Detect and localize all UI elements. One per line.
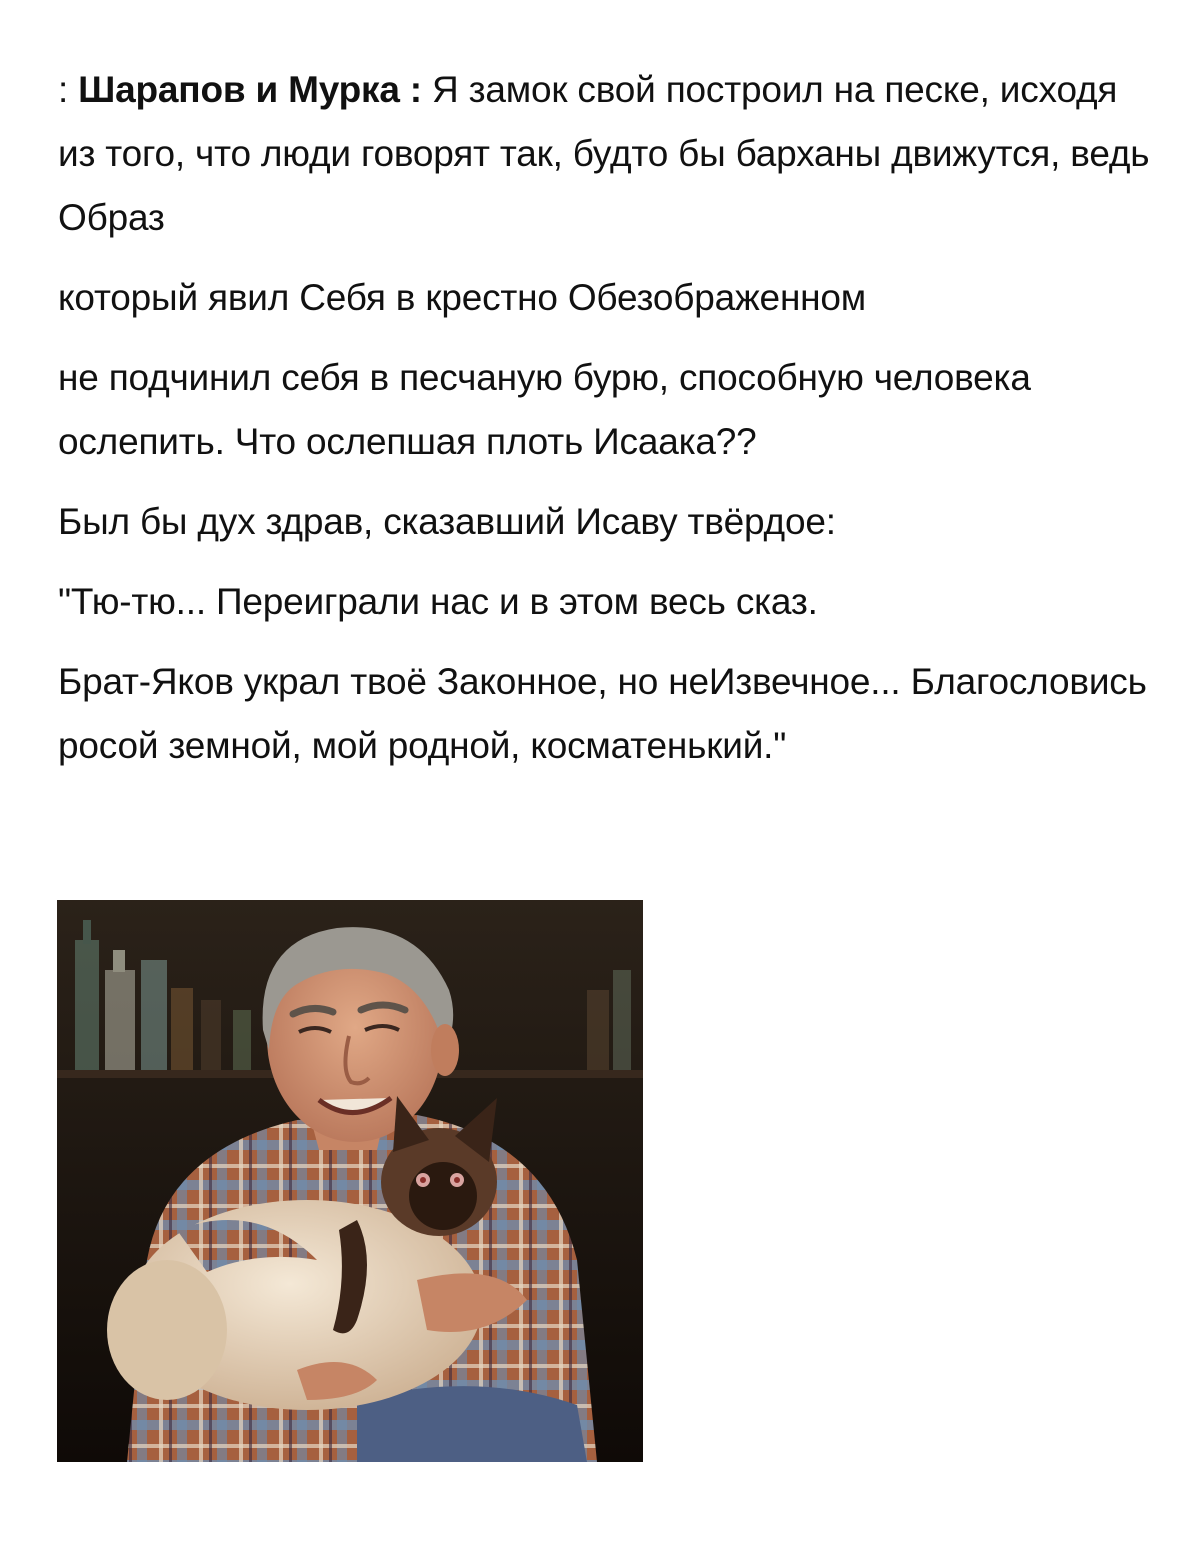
header-separator: : (399, 69, 432, 110)
paragraph-4: Был бы дух здрав, сказавший Исаву твёрдое: (58, 501, 836, 542)
jeans (357, 1386, 587, 1462)
paragraph-text: Я замок свой построил на песке, исходя из того, что люди говорят так, будто бы барханы движутся, ведь Образ (58, 69, 1150, 238)
paragraph-5: "Тю-тю... Переиграли нас и в этом весь сказ. (58, 581, 818, 622)
paragraph-intro (58, 58, 1158, 250)
paragraph-6: Брат-Яков украл твоё Законное, но неИзвечное... Благословись росой земной, мой родной, косматенький." (58, 661, 1147, 766)
man-with-cat-photo (57, 900, 643, 1462)
header-prefix: : (58, 69, 79, 110)
cat-hindquarters (107, 1260, 227, 1400)
poem-title: Шарапов и Мурка (78, 69, 400, 110)
document-body (58, 58, 1158, 794)
cat-mask (409, 1162, 477, 1230)
paragraph-3: не подчинил себя в песчаную бурю, способную человека ослепить. Что ослепшая плоть Исаака?? (58, 357, 1031, 462)
ear (431, 1024, 459, 1076)
paragraph-2: который явил Себя в крестно Обезображенном (58, 277, 867, 318)
